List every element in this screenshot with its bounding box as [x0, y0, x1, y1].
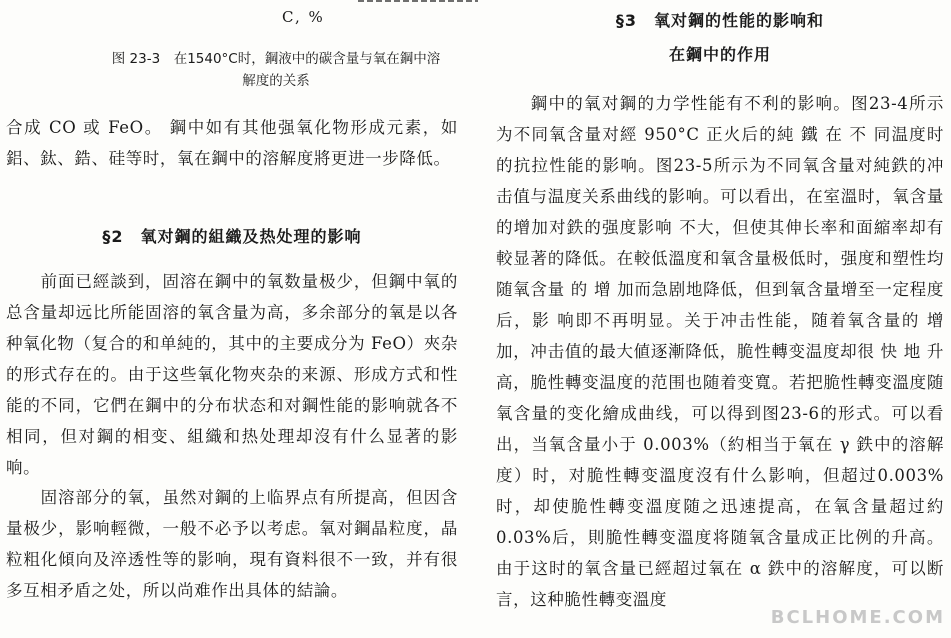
- paragraph-continuation: 合成 CO 或 FeO。 鋼中如有其他强氧化物形成元素，如鋁、鈦、鋯、硅等时，氧在鋼中的溶解度將更进一步降低。: [6, 118, 458, 168]
- watermark: BCLHOME.COM: [770, 607, 945, 628]
- paragraph-section3-1: 鋼中的氧对鋼的力学性能有不利的影响。图23-4所示为不同氧含量对經 950°C 正火后的純 鐵 在 不 同温度时的抗拉性能的影响。图23-5所示为不同氧含量对純鉄的冲击值与温度关系曲线的影响。可以看出，在室溫时，氧含量的增加对鉄的强度影响 不大，但使其伸长率和面縮率却有較显著的降低。在較低溫度和氧含量极低时，强度和塑性均随氧含量 的 增 加而急剧地降低，但到氧含量增至一定程度 后，影 响即不再明显。关于冲击性能，随着氧含量的 增加，冲击值的最大値逐漸降低，脆性轉变温度却很 快 地 升高，脆性轉变温度的范围也随着变寬。若把脆性轉变溫度随氧含量的变化繪成曲线，可以得到图23-6的形式。可以看出，当氧含量小于 0.003%（約相当于氧在 γ 鉄中的溶解度）时，对脆性轉变溫度沒有什么影响，但超过0.003%时，却使脆性轉变溫度随之迅速提高，在氧含量超过約0.03%后，則脆性轉变溫度将随氧含量成正比例的升高。由于这时的氧含量已經超过氧在 α 鉄中的溶解度，可以断言，这种脆性轉变溫度: [496, 94, 944, 609]
- section-heading-3-line1: §3 氧对鋼的性能的影响和: [615, 11, 825, 30]
- figure-axis-label: C, %: [282, 8, 325, 26]
- section-heading-3-line2: 在鋼中的作用: [668, 45, 771, 64]
- figure-caption: 图 23-3 在1540°C时，鋼液中的碳含量与氧在鋼中溶解度的关系: [111, 51, 441, 89]
- paragraph-section2-1: 前面已經談到，固溶在鋼中的氧数量极少，但鋼中氧的总含量却远比所能固溶的氧含量为高，多余部分的氧是以各种氧化物（复合的和单純的，其中的主要成分为 FeO）夾杂的形式存在的。由于这些氧化物夾杂的来源、形成方式和性能的不同，它們在鋼中的分布状态和对鋼性能的影响就各不相同，但对鋼的相变、組織和热处理却沒有什么显著的影响。: [6, 272, 458, 477]
- section-heading-2: §2 氧对鋼的組織及热处理的影响: [102, 227, 362, 246]
- paragraph-section2-2: 固溶部分的氧，虽然对鋼的上临界点有所提高，但因含量极少，影响輕微，一般不必予以考虑。氧对鋼晶粒度，晶粒粗化傾向及淬透性等的影响，現有資料很不一致，并有很多互相矛盾之处，所以尚难作出具体的結論。: [6, 488, 458, 600]
- clipped-top-text: [358, 0, 478, 2]
